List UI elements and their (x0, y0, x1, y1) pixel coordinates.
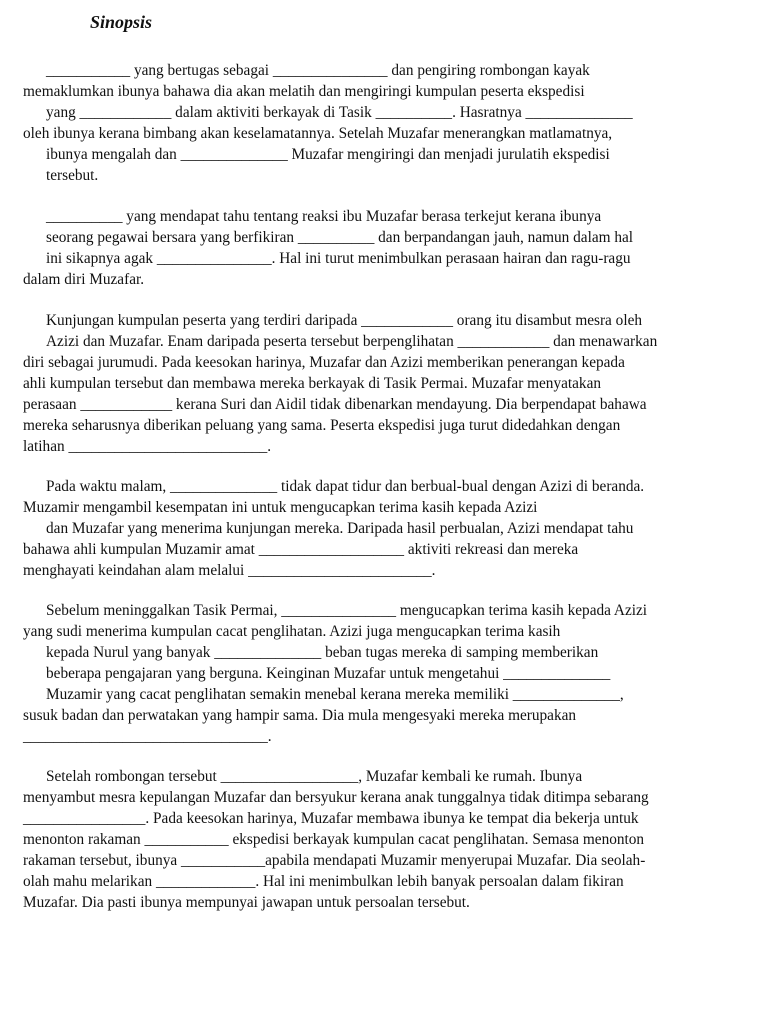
text-line: ini sikapnya agak _______________. Hal ini turut menimbulkan perasaan hairan dan ragu-ragu (46, 250, 631, 267)
text-line: yang ____________ dalam aktiviti berkayak di Tasik __________. Hasratnya ______________ (46, 104, 633, 121)
text-line: menonton rakaman ___________ ekspedisi berkayak kumpulan cacat penglihatan. Semasa menonton (23, 831, 645, 848)
text-line: ________________. Pada keesokan harinya, Muzafar membawa ibunya ke tempat dia bekerja untuk (23, 810, 639, 827)
text-line: seorang pegawai bersara yang berfikiran __________ dan berpandangan jauh, namun dalam hal (46, 229, 634, 246)
text-line: ___________ yang bertugas sebagai _______________ dan pengiring rombongan kayak (46, 62, 590, 79)
text-line: rakaman tersebut, ibunya ___________apabila mendapati Muzamir menyerupai Muzafar. Dia seolah- (23, 852, 646, 869)
text-line: Azizi dan Muzafar. Enam daripada peserta tersebut berpenglihatan ____________ dan menawarkan (46, 333, 658, 350)
text-line: menyambut mesra kepulangan Muzafar dan bersyukur kerana anak tunggalnya tidak ditimpa sebarang (23, 789, 649, 806)
text-line: Sebelum meninggalkan Tasik Permai, _______________ mengucapkan terima kasih kepada Azizi (46, 602, 648, 619)
text-line: tersebut. (46, 167, 99, 184)
text-line: dalam diri Muzafar. (23, 271, 145, 288)
text-line: yang sudi menerima kumpulan cacat penglihatan. Azizi juga mengucapkan terima kasih (23, 623, 561, 640)
text-line: perasaan ____________ kerana Suri dan Aidil tidak dibenarkan mendayung. Dia berpendapat bahawa (23, 396, 647, 413)
text-line: ahli kumpulan tersebut dan membawa mereka berkayak di Tasik Permai. Muzafar menyatakan (23, 375, 602, 392)
text-line: dan Muzafar yang menerima kunjungan mereka. Daripada hasil perbualan, Azizi mendapat tahu (46, 520, 634, 537)
text-line: Pada waktu malam, ______________ tidak dapat tidur dan berbual-bual dengan Azizi di beranda. (46, 478, 645, 495)
text-line: __________ yang mendapat tahu tentang reaksi ibu Muzafar berasa terkejut kerana ibunya (46, 208, 602, 225)
page-title: Sinopsis (90, 12, 153, 32)
text-line: oleh ibunya kerana bimbang akan keselamatannya. Setelah Muzafar menerangkan matlamatnya, (23, 125, 613, 142)
text-line: diri sebagai jurumudi. Pada keesokan harinya, Muzafar dan Azizi memberikan penerangan kepada (23, 354, 625, 371)
text-line: Muzamir mengambil kesempatan ini untuk mengucapkan terima kasih kepada Azizi (23, 499, 538, 516)
text-line: kepada Nurul yang banyak ______________ beban tugas mereka di samping memberikan (46, 644, 599, 661)
text-line: ibunya mengalah dan ______________ Muzafar mengiringi dan menjadi jurulatih ekspedisi (46, 146, 610, 163)
text-line: memaklumkan ibunya bahawa dia akan melatih dan mengiringi kumpulan peserta ekspedisi (23, 83, 585, 100)
text-line: bahawa ahli kumpulan Muzamir amat ___________________ aktiviti rekreasi dan mereka (23, 541, 579, 558)
text-line: latihan __________________________. (23, 438, 272, 455)
text-line: Muzamir yang cacat penglihatan semakin menebal kerana mereka memiliki ______________, (46, 686, 624, 703)
text-line: Muzafar. Dia pasti ibunya mempunyai jawapan untuk persoalan tersebut. (23, 894, 470, 911)
text-line: olah mahu melarikan _____________. Hal ini menimbulkan lebih banyak persoalan dalam fikiran (23, 873, 624, 890)
text-line: Kunjungan kumpulan peserta yang terdiri daripada ____________ orang itu disambut mesra oleh (46, 312, 643, 329)
text-line: menghayati keindahan alam melalui ________________________. (23, 562, 436, 579)
text-line: mereka seharusnya diberikan peluang yang sama. Peserta ekspedisi juga turut didedahkan dengan (23, 417, 621, 434)
text-line: susuk badan dan perwatakan yang hampir sama. Dia mula mengesyaki mereka merupakan (23, 707, 577, 724)
text-line: ________________________________. (23, 728, 272, 745)
text-line: Setelah rombongan tersebut __________________, Muzafar kembali ke rumah. Ibunya (46, 768, 583, 785)
text-line: beberapa pengajaran yang berguna. Keinginan Muzafar untuk mengetahui ______________ (46, 665, 611, 682)
